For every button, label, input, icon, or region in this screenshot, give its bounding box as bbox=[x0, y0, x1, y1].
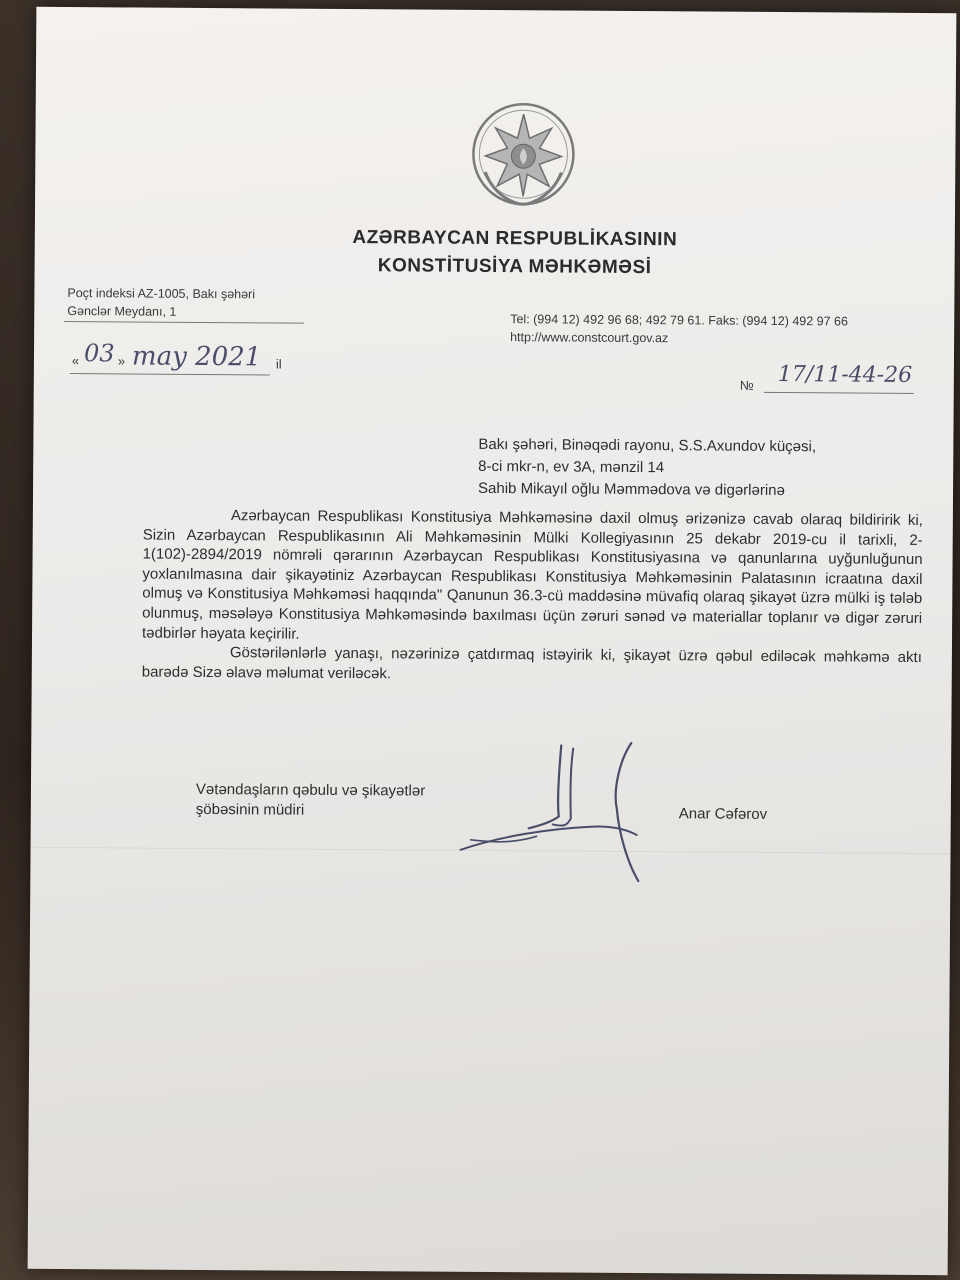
body-paragraph-2: Göstərilənlərlə yanaşı, nəzərinizə çatdırmaq istəyirik ki, şikayət üzrə qəbul ediləcək məhkəmə aktı barədə Sizə əlavə məlumat veriləcək. bbox=[141, 644, 922, 683]
contact-phone-fax: Tel: (994 12) 492 96 68; 492 79 61. Faks: (994 12) 492 97 66 bbox=[510, 312, 849, 329]
date-underline bbox=[70, 373, 270, 375]
date-close-quote: » bbox=[117, 353, 126, 369]
date-day-handwritten: 03 bbox=[83, 339, 115, 368]
contact-website: http://www.constcourt.gov.az bbox=[510, 330, 669, 346]
addressee-line3: Sahib Mikayıl oğlu Məmmədova və digərlərinə bbox=[478, 479, 785, 500]
signer-position bbox=[196, 780, 426, 822]
addressee-block bbox=[478, 434, 928, 503]
address-underline bbox=[64, 321, 304, 324]
signer-position-line1: Vətəndaşların qəbulu və şikayətlər bbox=[195, 780, 426, 800]
letter-body bbox=[142, 506, 923, 688]
date-month-year-handwritten: may 2021 bbox=[131, 341, 262, 373]
court-title-line1: AZƏRBAYCAN RESPUBLİKASININ bbox=[352, 227, 678, 251]
signer-position-line2: şöbəsinin müdiri bbox=[195, 800, 305, 819]
body-paragraph-1: Azərbaycan Respublikası Konstitusiya Məhkəməsinə daxil olmuş ərizənizə cavab olaraq bildiririk ki, Sizin Azərbaycan Respublikasının Ali Məhkəməsinin Mülki Kollegiyasının 25 dekabr 2019-cu il tarixli, 2-1(102)-2894/2019 nömrəli qərarının Azərbaycan Respublikası Konstitusiyasına və qanunlarına uyğunluğunun yoxlanılmasına dair şikayətiniz Azərbaycan Respublikası Konstitusiya Məhkəməsinin Palatasının icraatına daxil olmuş və Konstitusiya Məhkəməsi haqqında" Qanunun 36.3-cü maddəsinə müvafiq olaraq şikayət üzrə mülki iş tələb olunmuş, məsələyə Konstitusiya Məhkəməsində baxılması üçün zəruri sənəd və materiallar toplanır və digər zəruri tədbirlər həyata keçirilir. bbox=[141, 507, 923, 643]
date-suffix: il bbox=[275, 356, 282, 372]
court-title-line2: KONSTİTUSİYA MƏHKƏMƏSİ bbox=[377, 255, 652, 279]
date-open-quote: « bbox=[71, 353, 80, 369]
document-sheet bbox=[28, 7, 957, 1275]
addressee-line1: Bakı şəhəri, Binəqədi rayonu, S.S.Axundov küçəsi, bbox=[478, 435, 817, 456]
number-label: № bbox=[739, 377, 754, 393]
state-emblem-icon bbox=[463, 94, 584, 215]
handwritten-signature bbox=[440, 730, 701, 892]
addressee-line2: 8-ci mkr-n, ev 3A, mənzil 14 bbox=[478, 457, 665, 477]
number-underline bbox=[764, 392, 914, 394]
postal-address-line1: Poçt indeksi AZ-1005, Bakı şəhəri bbox=[67, 286, 256, 302]
postal-address-line2: Gənclər Meydanı, 1 bbox=[67, 304, 177, 319]
signer-name: Anar Cəfərov bbox=[678, 805, 768, 823]
number-handwritten: 17/11-44-26 bbox=[777, 361, 913, 388]
